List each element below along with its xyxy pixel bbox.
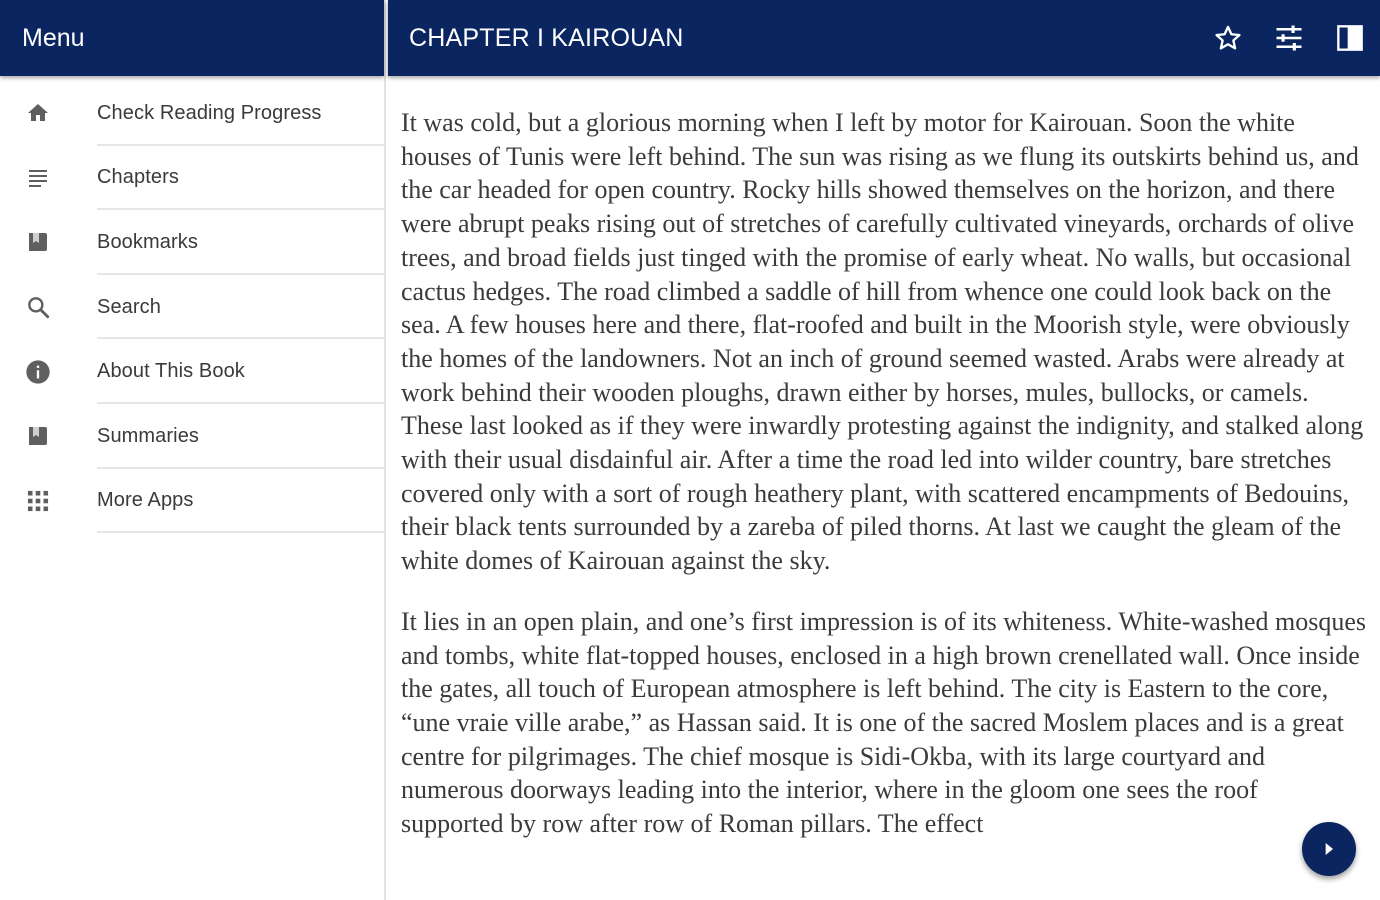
drawer-menu xyxy=(0,76,384,533)
menu-item-summaries[interactable] xyxy=(0,404,384,469)
chapter-title: CHAPTER I KAIROUAN xyxy=(409,23,684,52)
star-icon xyxy=(1214,24,1242,52)
drawer-header xyxy=(0,0,384,76)
menu-item-chapters[interactable] xyxy=(0,146,384,211)
night-mode-icon xyxy=(1336,24,1364,52)
menu-item-search[interactable] xyxy=(0,275,384,340)
chapter-text xyxy=(388,76,1380,841)
toolbar-actions xyxy=(1197,0,1380,76)
menu-item-label: More Apps xyxy=(97,489,194,512)
reading-settings-button[interactable] xyxy=(1258,0,1319,76)
paragraph: It lies in an open plain, and one’s first impression is of its whiteness. White-washed mosques and tombs, white flat-topped houses, enclosed in a high brown crenellated wall. Once inside the gates, all touch of European atmosphere is left behind. The city is Eastern to the core, “une vraie ville arabe,” as Hassan said. It is one of the sacred Moslem places and is a great centre for pilgrimages. The chief mosque is Sidi-Okba, with its large courtyard and numerous doorways leading into the interior, where in the gloom one sees the roof supported by row after row of Roman pillars. The effect xyxy=(401,606,1366,839)
bookmark-star-button[interactable] xyxy=(1197,0,1258,76)
home-icon xyxy=(24,99,52,127)
apps-grid-icon xyxy=(24,487,52,515)
menu-item-more-apps[interactable] xyxy=(0,469,384,534)
night-mode-button[interactable] xyxy=(1319,0,1380,76)
divider xyxy=(97,531,384,533)
menu-item-label: Summaries xyxy=(97,424,200,447)
search-icon xyxy=(24,293,52,321)
reader-pane xyxy=(388,0,1380,900)
menu-item-label: Bookmarks xyxy=(97,230,198,253)
drawer-title: Menu xyxy=(22,23,85,52)
menu-item-label: About This Book xyxy=(97,360,245,383)
next-page-icon xyxy=(1321,841,1337,857)
menu-item-label: Search xyxy=(97,295,161,318)
menu-item-bookmarks[interactable] xyxy=(0,210,384,275)
list-icon xyxy=(24,164,52,192)
menu-item-label: Check Reading Progress xyxy=(97,101,322,124)
settings-sliders-icon xyxy=(1274,23,1304,53)
menu-item-label: Chapters xyxy=(97,166,179,189)
book-icon xyxy=(24,228,52,256)
menu-item-check-reading-progress[interactable] xyxy=(0,81,384,146)
book-icon xyxy=(24,422,52,450)
paragraph: It was cold, but a glorious morning when I left by motor for Kairouan. Soon the white houses of Tunis were left behind. The sun was rising as we flung its outskirts behind us, and the car headed for open country. Rocky hills showed themselves on the horizon, and there were abrupt peaks rising out of stretches of carefully cultivated vineyards, orchards of olive trees, and broad fields just tinged with the promise of early wheat. No walls, but occasional cactus hedges. The road climbed a saddle of hill from whence one could look back on the sea. A few houses here and there, flat-roofed and built in the Moorish style, were obviously the homes of the landowners. Not an inch of ground seemed wasted. Arabs were already at work behind their wooden ploughs, drawn either by horses, mules, bullocks, or camels. These last looked as if they were inwardly protesting against the indignity, and stalked along with their usual disdainful air. After a time the road led into wilder country, bare stretches covered only with a sort of rough heathery plant, with scattered encampments of Bedouins, their black tents surrounded by a zareba of piled thorns. At last we caught the gleam of the white domes of Kairouan against the sky. xyxy=(401,108,1364,576)
menu-item-about-this-book[interactable] xyxy=(0,339,384,404)
navigation-drawer xyxy=(0,0,386,900)
next-page-button[interactable] xyxy=(1302,822,1356,876)
reader-toolbar xyxy=(388,0,1380,76)
info-icon xyxy=(24,358,52,386)
